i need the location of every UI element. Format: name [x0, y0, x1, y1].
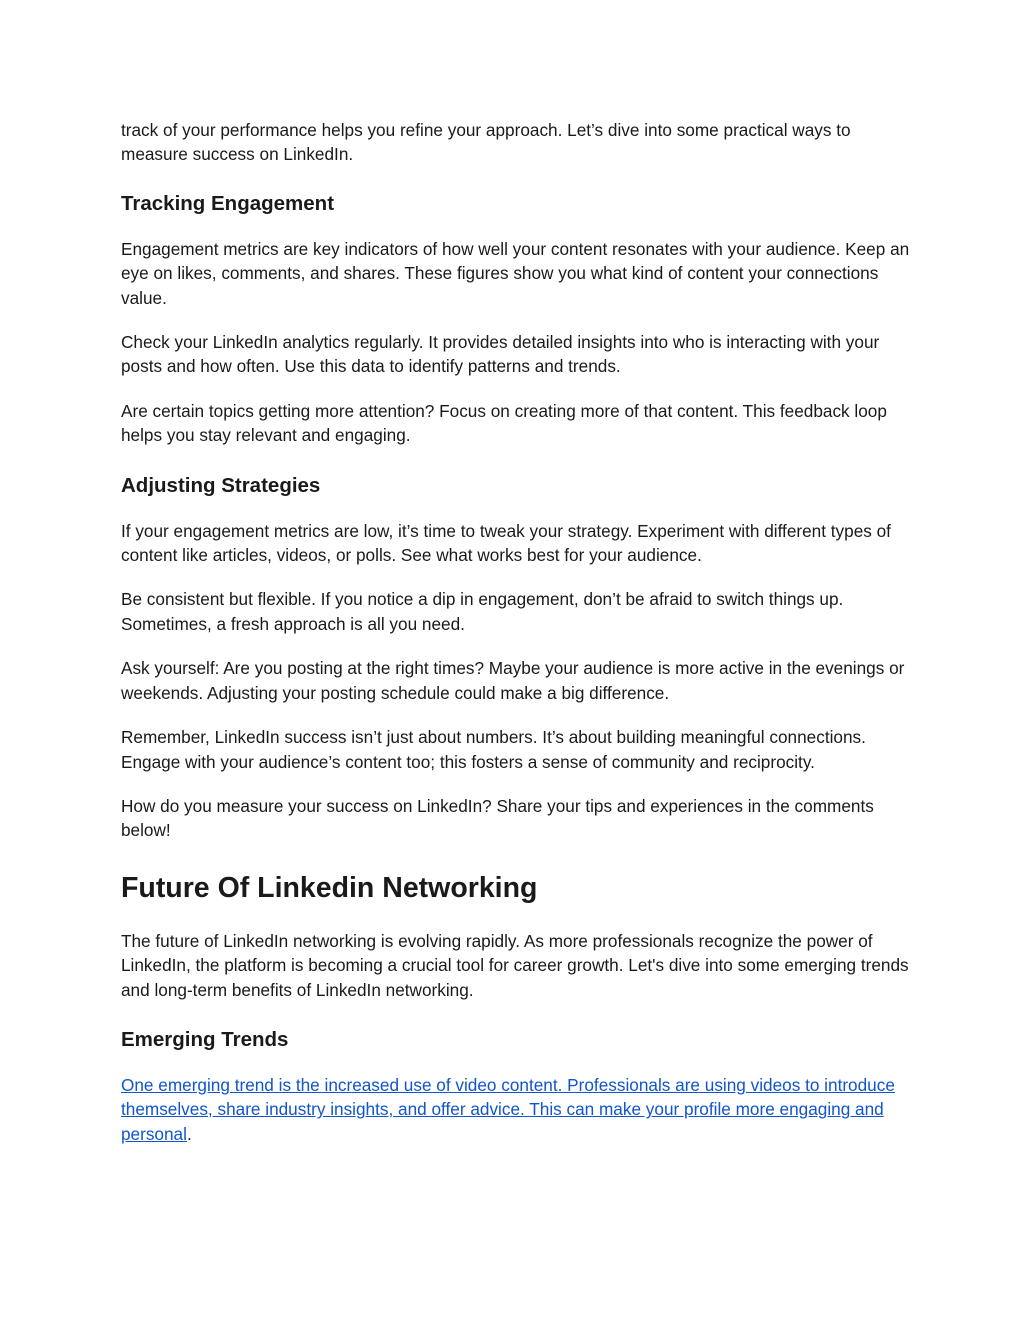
document-page — [121, 118, 911, 1146]
video-content-link[interactable]: One emerging trend is the increased use of video content. Professionals are using videos to introduce themselves, share industry insights, and offer advice. This can make your profile more engaging and personal — [121, 1074, 895, 1144]
adjusting-paragraph-3: Ask yourself: Are you posting at the right times? Maybe your audience is more active in the evenings or weekends. Adjusting your posting schedule could make a big difference. — [121, 658, 905, 703]
adjusting-strategies-heading: Adjusting Strategies — [121, 473, 321, 497]
adjusting-paragraph-4: Remember, LinkedIn success isn’t just about numbers. It’s about building meaningful connections. Engage with your audience’s content too; this fosters a sense of community and reciprocity. — [121, 727, 866, 772]
future-paragraph-1: The future of LinkedIn networking is evolving rapidly. As more professionals recognize the power of LinkedIn, the platform is becoming a crucial tool for career growth. Let's dive into some emerging trends and long-term benefits of LinkedIn networking. — [121, 930, 909, 1000]
adjusting-paragraph-2: Be consistent but flexible. If you notice a dip in engagement, don’t be afraid to switch things up. Sometimes, a fresh approach is all you need. — [121, 589, 844, 634]
tracking-paragraph-3: Are certain topics getting more attention? Focus on creating more of that content. This feedback loop helps you stay relevant and engaging. — [121, 400, 887, 446]
tracking-paragraph-1: Engagement metrics are key indicators of how well your content resonates with your audience. Keep an eye on likes, comments, and shares. These figures show you what kind of content your connections value. — [121, 238, 910, 308]
tracking-engagement-heading: Tracking Engagement — [121, 191, 335, 215]
adjusting-paragraph-1: If your engagement metrics are low, it’s time to tweak your strategy. Experiment with different types of content like articles, videos, or polls. See what works best for your audience. — [121, 520, 891, 566]
adjusting-paragraph-5: How do you measure your success on LinkedIn? Share your tips and experiences in the comments below! — [121, 795, 874, 841]
emerging-period: . — [186, 1123, 192, 1144]
tracking-paragraph-2: Check your LinkedIn analytics regularly. It provides detailed insights into who is interacting with your posts and how often. Use this data to identify patterns and trends. — [121, 332, 880, 377]
emerging-trends-heading: Emerging Trends — [121, 1027, 289, 1051]
future-networking-heading: Future Of Linkedin Networking — [121, 871, 538, 904]
emerging-paragraph — [121, 1073, 911, 1146]
intro-paragraph: track of your performance helps you refine your approach. Let’s dive into some practical ways to measure success on LinkedIn. — [121, 120, 851, 165]
